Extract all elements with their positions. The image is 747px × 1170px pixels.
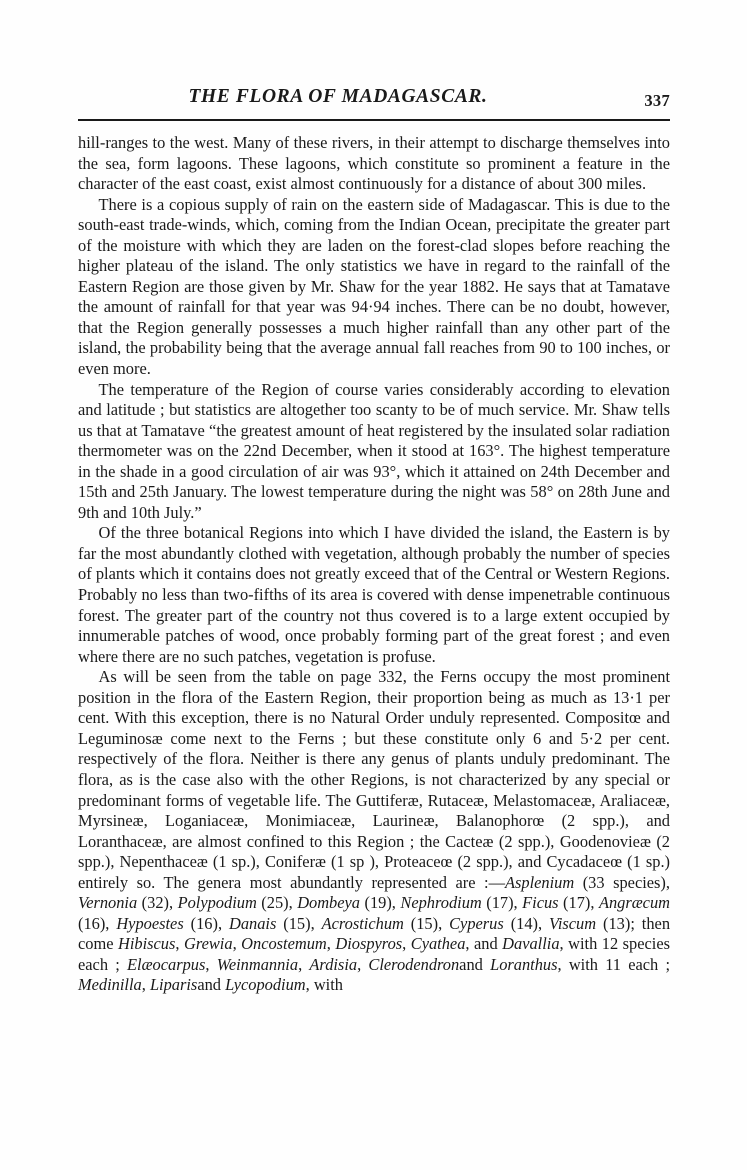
page-title: THE FLORA OF MADAGASCAR. [188,86,488,107]
text-run: , with 11 each ; [557,954,671,974]
genus-name: Lycopodium [225,975,306,995]
genus-name: Diospyros [335,934,403,954]
text-run: , with [305,975,343,995]
genus-name: Acrostichum [321,913,404,933]
page-number: 337 [644,91,670,110]
paragraph-list [78,133,670,667]
genus-name: Angræcum [598,893,670,913]
genus-name: Hibiscus [118,934,176,954]
genus-name: Elæocarpus [127,954,206,974]
text-run: , [175,934,184,954]
genus-name: Dombeya [297,893,360,913]
genus-name: Polypodium [177,893,257,913]
text-run: As will be seen from the table on page 332, the Ferns occupy the most prominent position in the flora of the Eastern Region, their proportion being as much as 13·1 per cent. With this exception, there is no Natural Order unduly represented. Compositœ and Leguminosæ come next to the Ferns ; but these constitute only 6 and 5·2 per cent. respectively of the flora. Neither is there any genus of plants unduly predominant. The flora, as is the case also with the other Regions, is not characterized by any special or predominant forms of vegetable life. The Guttiferæ, Rutaceæ, Melastomaceæ, Araliaceæ, Myrsineæ, Loganiaceæ, Monimiaceæ, Laurineæ, Balanophorœ (2 spp.), and Loranthaceæ, are almost confined to this Region ; the Cacteæ (2 spp.), Goodenovieæ (2 spp.), Nepenthaceæ (1 sp.), Coniferæ (1 sp ), Proteaceœ (2 spp.), and Cycadaceœ (1 sp.) entirely so. The genera most abundantly represented are :— [78,667,670,892]
text-run: (15), [403,913,450,933]
genus-name: Danais [228,913,277,933]
text-run: , [402,934,411,954]
text-run: (14), [503,913,550,933]
genus-name: Asplenium [505,872,575,892]
genus-name: Ficus [522,893,559,913]
paragraph: The temperature of the Region of course varies considerably according to elevation and latitude ; but statistics are altogether too scanty to be of much service. Mr. Shaw tells us that at Tamatave “the greatest amount of heat registered by the insulated solar radiation thermometer was on the 22nd December, when it stood at 163°. The highest temperature in the shade in a good circulation of air was 93°, which it attained on 24th December and 15th and 25th January. The lowest temperature during the night was 58° on 28th June and 9th and 10th July.” [78,379,670,522]
text-run: (32), [137,893,178,913]
text-run: (33 species), [574,872,670,892]
text-run: (19), [360,893,401,913]
text-run: (25), [256,893,298,913]
genus-name: Nephrodium [400,893,482,913]
text-run: , [357,954,369,974]
text-run: and [459,954,491,974]
text-run: (17), [481,893,523,913]
header-rule [78,119,670,121]
genus-name: Davallia [502,934,560,954]
genus-name: Liparis [149,975,198,995]
genus-name: Weinmannia [216,954,299,974]
text-run: ; then come [78,913,671,954]
genus-name: Cyathea [410,934,466,954]
genus-name: Clerodendron [368,954,460,974]
genus-name: Hypoestes [116,913,184,933]
text-run: , [141,975,150,995]
text-run: (13) [596,913,631,933]
text-run: (16), [78,913,117,933]
text-run: and [197,975,226,995]
text-run: , [298,954,310,974]
body-text [78,133,670,996]
text-run: , [326,934,336,954]
text-run: , and [465,934,503,954]
paragraph: hill-ranges to the west. Many of these rivers, in their attempt to discharge themselves into the sea, form lagoons. These lagoons, which constitute so prominent a feature in the character of the east coast, exist almost continuously for a distance of about 300 miles. [78,133,670,194]
text-run: , with 12 species each ; [78,934,670,974]
genus-name: Viscum [549,913,597,933]
text-run: (17), [558,893,599,913]
text-run: (16), [183,913,229,933]
genus-name: Ardisia [309,954,358,974]
paragraph: Of the three botanical Regions into which I have divided the island, the Eastern is by far the most abundantly clothed with vegetation, although probably the number of species of plants which it contains does not greatly exceed that of the Central or Western Regions. Probably no less than two-fifths of its area is covered with dense impenetrable continuous forest. The greater part of the country not thus covered is to a large extent occupied by innumerable patches of wood, once probably forming part of the great forest ; and even where there are no such patches, vegetation is profuse. [78,523,670,666]
genus-name: Oncostemum [241,934,327,954]
text-run: , [205,954,217,974]
genus-name: Medinilla [78,975,142,995]
text-run: , [232,934,242,954]
running-head [78,86,670,116]
genus-name: Grewia [183,934,233,954]
text-run: (15), [276,913,322,933]
genus-name: Cyperus [449,913,504,933]
genus-name: Loranthus [490,954,558,974]
genus-name: Vernonia [78,893,138,913]
paragraph-genera [78,667,670,996]
paragraph: There is a copious supply of rain on the eastern side of Madagascar. This is due to the south-east trade-winds, which, coming from the Indian Ocean, precipitate the greater part of the moisture with which they are laden on the forest-clad slopes before reaching the higher plateau of the island. The only statistics we have in regard to the rainfall of the Eastern Region are those given by Mr. Shaw for the year 1882. He says that at Tamatave the amount of rainfall for that year was 94·94 inches. There can be no doubt, however, that the Region generally possesses a much higher rainfall than any other part of the island, the probability being that the average annual fall reaches from 90 to 100 inches, or even more. [78,194,670,379]
